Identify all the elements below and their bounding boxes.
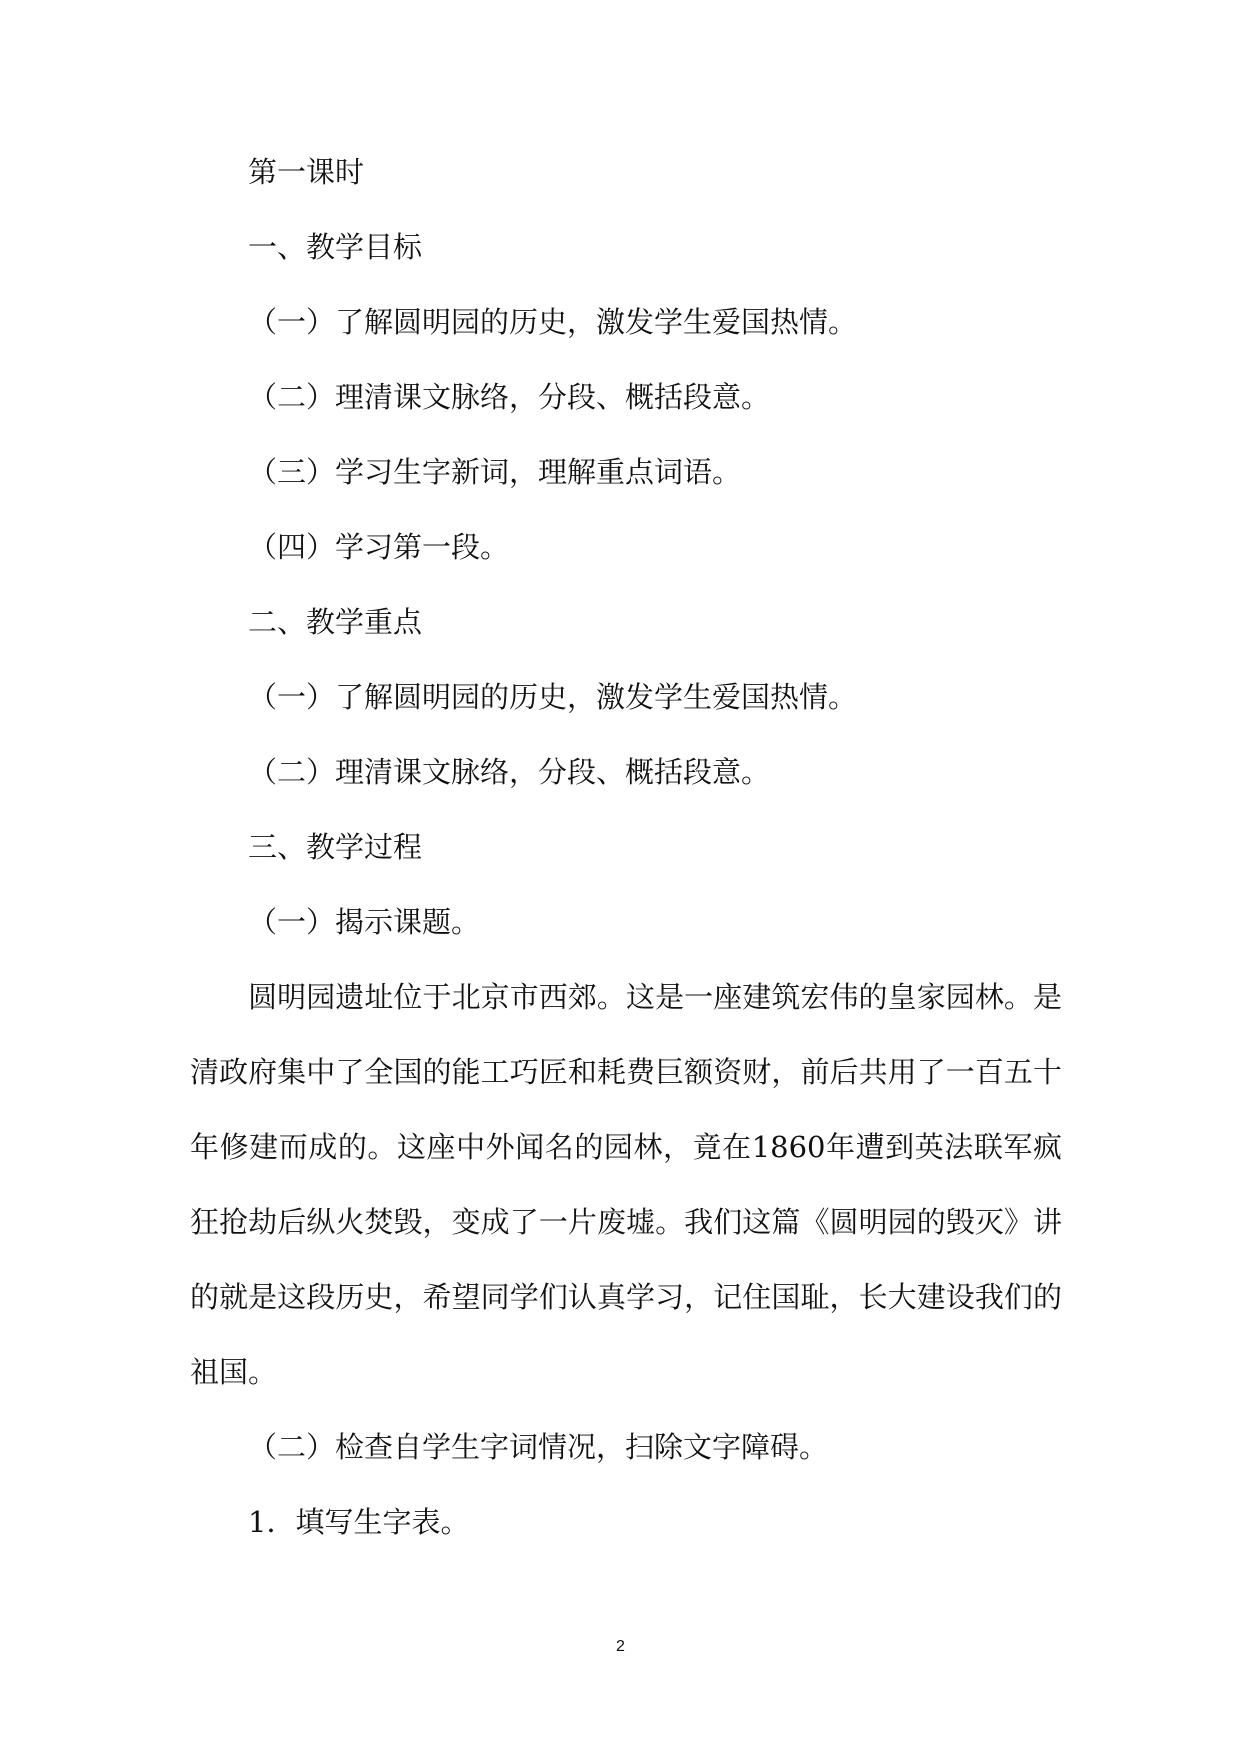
key-point-item-1: （一）了解圆明园的历史，激发学生爱国热情。	[248, 680, 858, 714]
objective-item-1: （一）了解圆明园的历史，激发学生爱国热情。	[248, 305, 858, 339]
objective-item-4: （四）学习第一段。	[248, 530, 510, 564]
objective-item-2: （二）理清课文脉络，分段、概括段意。	[248, 380, 771, 414]
section-heading-process: 三、教学过程	[248, 830, 423, 864]
process-step-2: （二）检查自学生字词情况，扫除文字障碍。	[248, 1430, 829, 1464]
page-number: 2	[616, 1638, 625, 1655]
intro-paragraph-text: 圆明园遗址位于北京市西郊。这是一座建筑宏伟的皇家园林。是清政府集中了全国的能工巧匠和耗费巨额资财，前后共用了一百五十年修建而成的。这座中外闻名的园林，竟在1860年遭到英法联军疯狂抢劫后纵火焚毁，变成了一片废墟。我们这篇《圆明园的毁灭》讲的就是这段历史，希望同学们认真学习，记住国耻，长大建设我们的祖国。	[190, 980, 1062, 1389]
key-point-item-2: （二）理清课文脉络，分段、概括段意。	[248, 755, 771, 789]
task-item-1: 1．填写生字表。	[248, 1505, 470, 1539]
objective-item-3: （三）学习生字新词，理解重点词语。	[248, 455, 742, 489]
lesson-heading: 第一课时	[248, 155, 365, 189]
process-step-1: （一）揭示课题。	[248, 905, 481, 939]
section-heading-key-points: 二、教学重点	[248, 605, 423, 639]
section-heading-objectives: 一、教学目标	[248, 230, 423, 264]
intro-paragraph	[190, 960, 1062, 1410]
